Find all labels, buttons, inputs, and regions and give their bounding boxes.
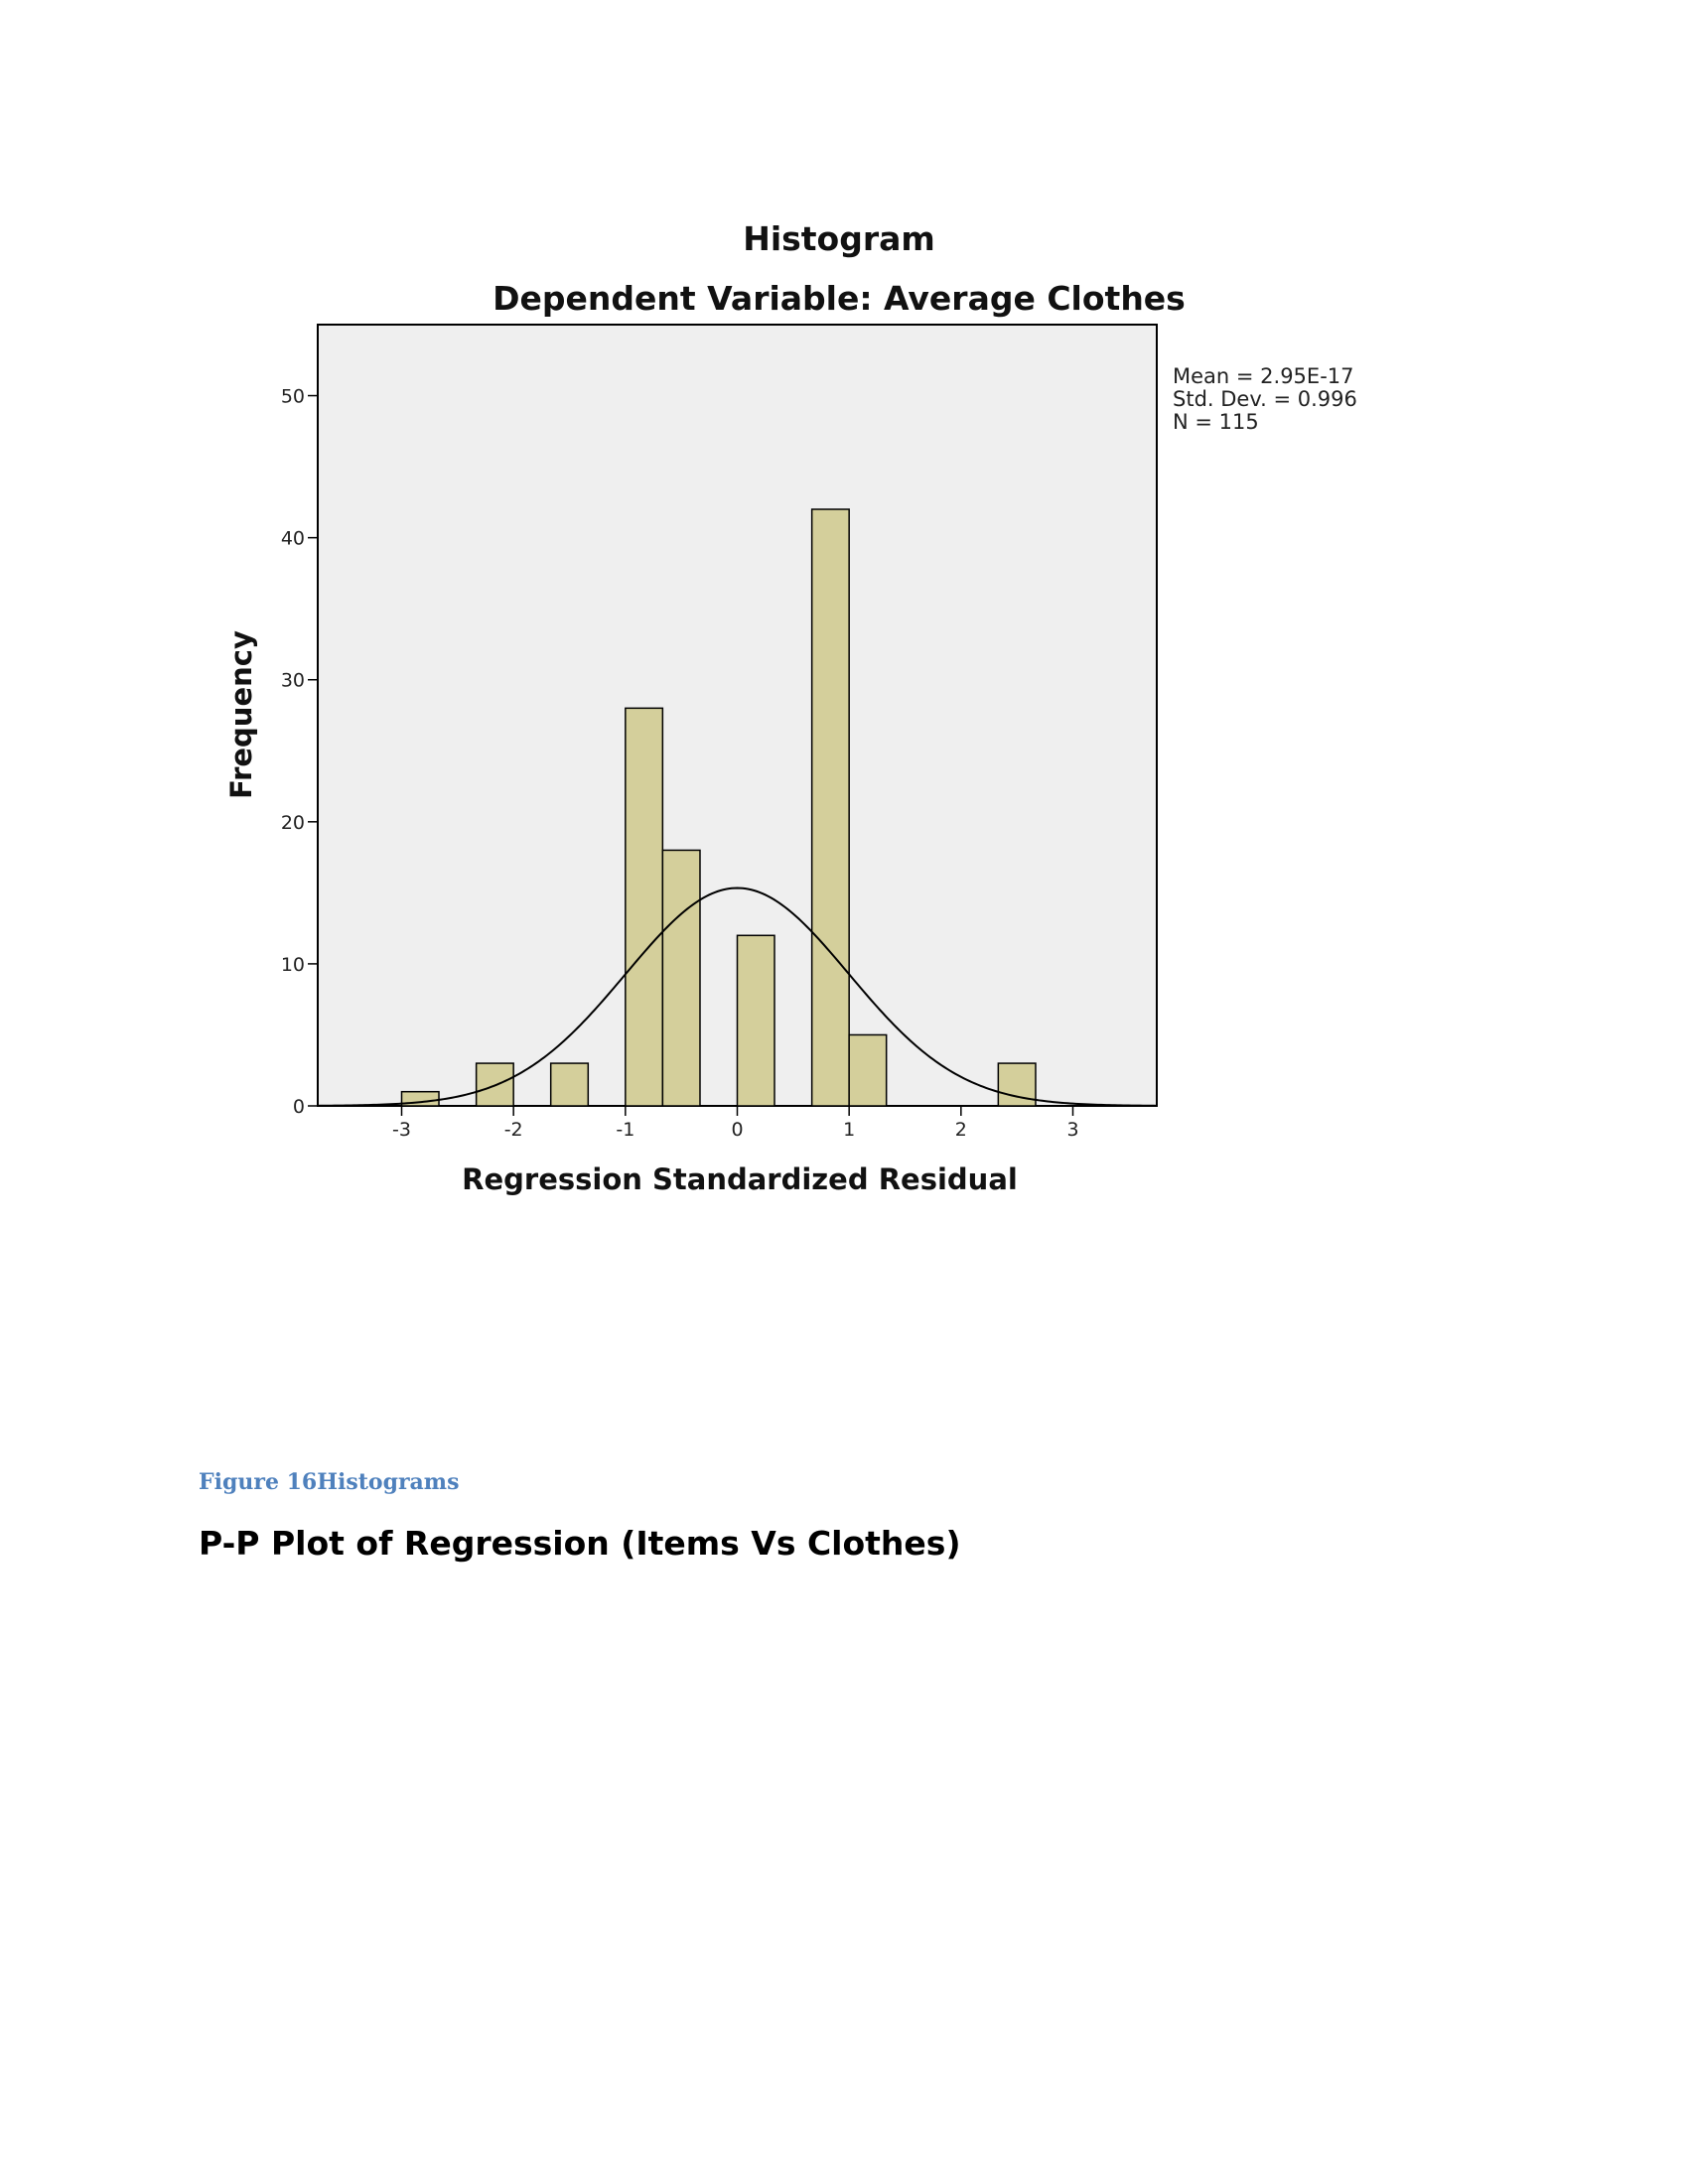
x-tick-label--2: -2 — [503, 1119, 523, 1141]
y-tick-label-40: 40 — [280, 527, 305, 550]
y-tick-label-20: 20 — [280, 811, 305, 834]
y-axis-title: Frequency — [224, 630, 258, 799]
histogram-bar-3 — [626, 708, 663, 1106]
stat-line-1: Std. Dev. = 0.996 — [1173, 387, 1357, 411]
chart-title: Histogram — [743, 219, 935, 258]
x-tick-label-3: 3 — [1066, 1119, 1079, 1141]
y-tick-label-50: 50 — [280, 385, 305, 408]
x-axis-title: Regression Standardized Residual — [462, 1162, 1018, 1196]
y-tick-label-30: 30 — [280, 669, 305, 692]
x-tick-label--1: -1 — [616, 1119, 635, 1141]
histogram-bar-6 — [812, 509, 850, 1106]
x-tick-label--3: -3 — [392, 1119, 411, 1141]
section-heading: P-P Plot of Regression (Items Vs Clothes) — [199, 1524, 961, 1563]
histogram-bar-2 — [551, 1063, 589, 1106]
histogram-bar-7 — [849, 1034, 887, 1106]
histogram-bar-5 — [738, 935, 775, 1106]
x-tick-label-2: 2 — [954, 1119, 967, 1141]
x-tick-label-0: 0 — [731, 1119, 744, 1141]
chart-subtitle: Dependent Variable: Average Clothes — [492, 279, 1186, 318]
stat-line-2: N = 115 — [1173, 410, 1259, 434]
stat-line-0: Mean = 2.95E-17 — [1173, 364, 1354, 388]
figure-caption: Figure 16Histograms — [199, 1469, 460, 1495]
histogram-bar-4 — [662, 850, 700, 1106]
x-tick-label-1: 1 — [843, 1119, 856, 1141]
y-tick-label-10: 10 — [280, 953, 305, 976]
y-tick-label-0: 0 — [292, 1096, 305, 1118]
